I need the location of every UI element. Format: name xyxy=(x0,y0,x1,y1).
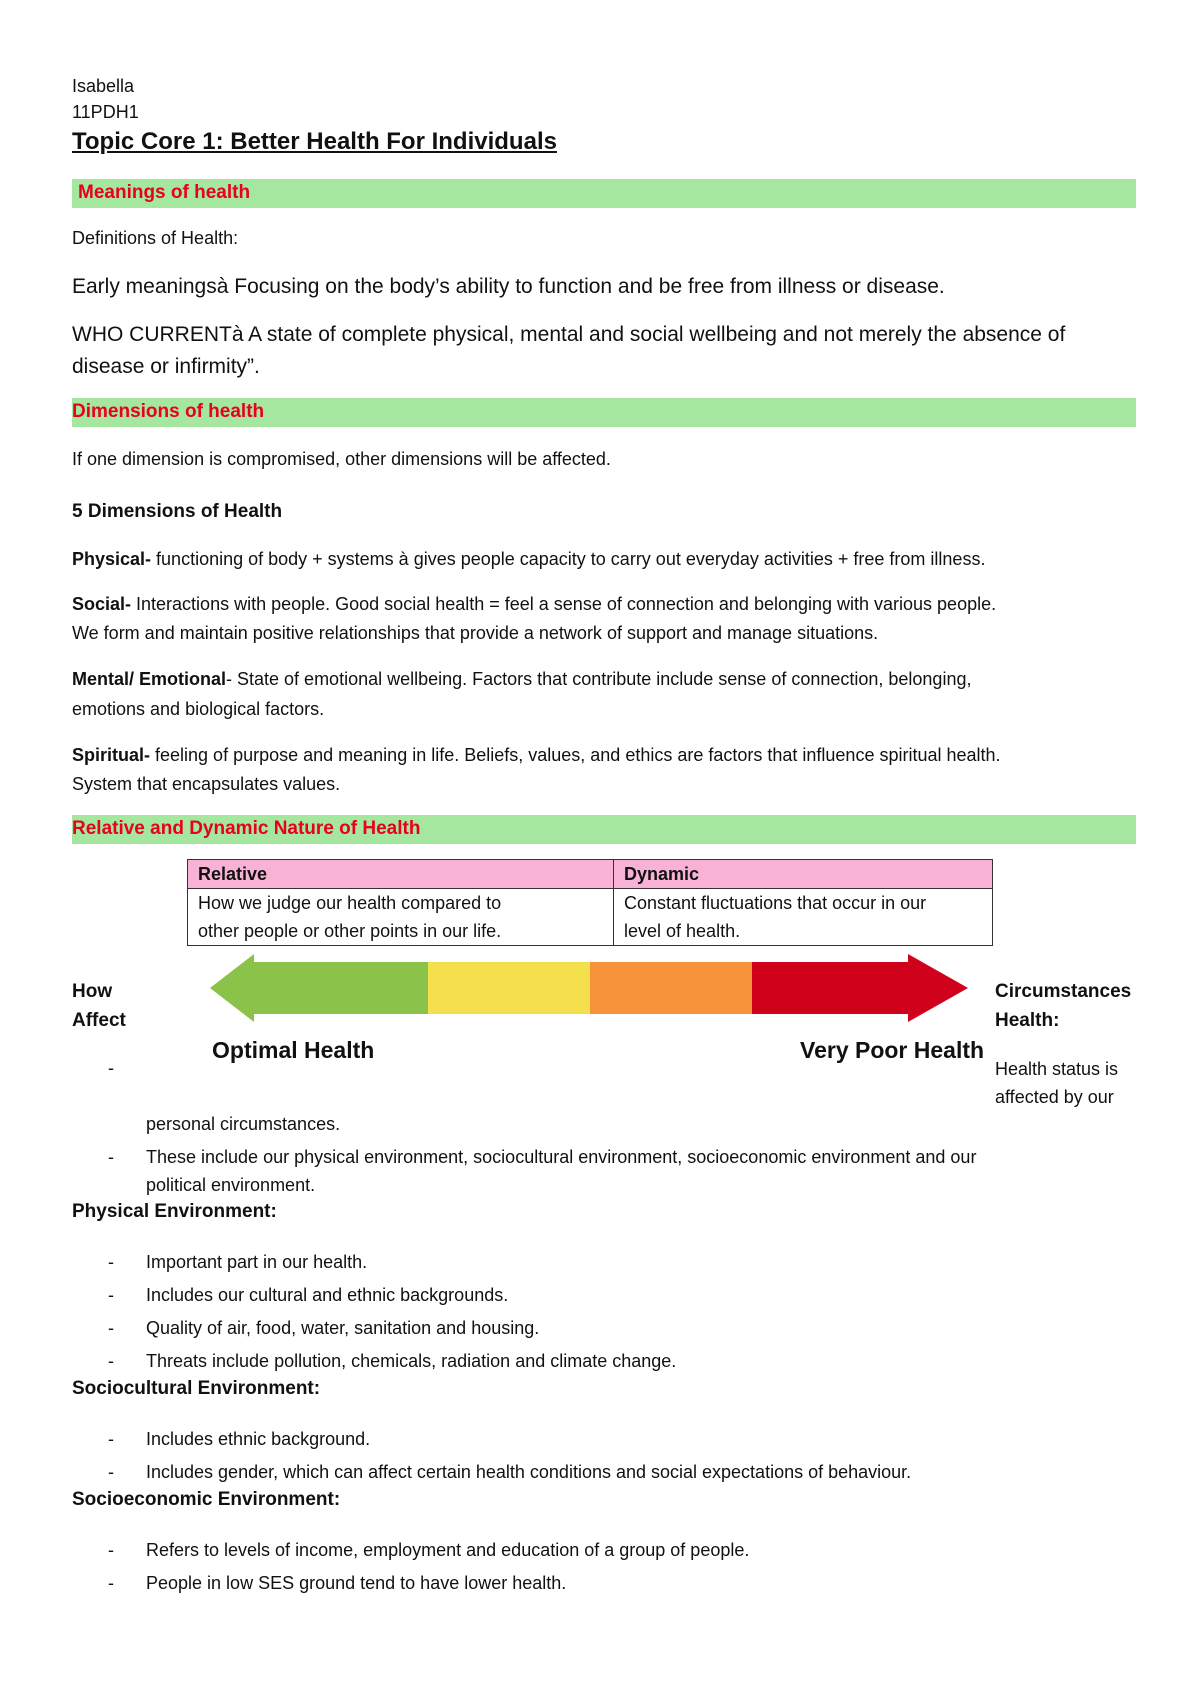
dimension-mental xyxy=(72,669,971,690)
continuum-left-label: Optimal Health xyxy=(212,1037,375,1063)
author-name: Isabella xyxy=(72,76,135,96)
bullet-dash: - xyxy=(108,1573,114,1593)
table-cell-relative xyxy=(188,889,614,946)
table-header-dynamic: Dynamic xyxy=(614,860,993,889)
page-title: Topic Core 1: Better Health For Individuals xyxy=(72,128,557,155)
section-heading-meanings-text: Meanings of health xyxy=(78,182,251,203)
table-header-relative: Relative xyxy=(188,860,614,889)
continuum-right-label: Very Poor Health xyxy=(800,1037,985,1063)
definitions-label: Definitions of Health: xyxy=(72,228,239,248)
list-item: People in low SES ground tend to have lower health. xyxy=(146,1573,567,1593)
dimension-social-text: Interactions with people. Good social health = feel a sense of connection and belonging with various people. xyxy=(131,594,997,614)
table-cell-dynamic-line1: Constant fluctuations that occur in our xyxy=(624,893,927,913)
continuum-segment-green xyxy=(210,954,428,1022)
table-header-row xyxy=(188,860,993,889)
bullet-dash: - xyxy=(108,1540,114,1560)
continuum-segment-yellow xyxy=(428,962,590,1014)
side-right-line1: Circumstances xyxy=(995,981,1132,1002)
dimensions-subheading: 5 Dimensions of Health xyxy=(72,501,283,522)
bullet-dash: - xyxy=(108,1285,114,1305)
table-cell-relative-line1: How we judge our health compared to xyxy=(198,893,502,913)
dimension-physical-text: functioning of body + systems à gives people capacity to carry out everyday activities + free from illness. xyxy=(151,549,986,569)
list-item: Includes our cultural and ethnic backgrounds. xyxy=(146,1285,509,1305)
bullet-dash: - xyxy=(108,1252,114,1272)
section-heading-dimensions-text: Dimensions of health xyxy=(72,401,265,422)
bullet-dash: - xyxy=(108,1147,114,1167)
table-cell-dynamic xyxy=(614,889,993,946)
list-item-continued: political environment. xyxy=(146,1175,316,1195)
early-meanings: Early meaningsà Focusing on the body’s ability to function and be free from illness or disease. xyxy=(72,275,945,298)
section-heading-dimensions xyxy=(72,398,1136,427)
side-left-line1: How xyxy=(72,981,113,1002)
who-definition-line1: WHO CURRENTà A state of complete physical, mental and social wellbeing and not merely the absence of xyxy=(72,323,1066,346)
list-item: Refers to levels of income, employment and education of a group of people. xyxy=(146,1540,750,1560)
dimension-social xyxy=(72,594,996,615)
dimension-mental-label: Mental/ Emotional xyxy=(72,669,227,689)
side-left-line2: Affect xyxy=(72,1010,126,1031)
bullet-dash: - xyxy=(108,1351,114,1371)
dimension-physical-label: Physical- xyxy=(72,549,152,569)
list-item: Important part in our health. xyxy=(146,1252,368,1272)
side-left-label xyxy=(72,977,126,1035)
dimension-spiritual-text: feeling of purpose and meaning in life. Beliefs, values, and ethics are factors that influence spiritual health. xyxy=(150,745,1001,765)
bullet-dash: - xyxy=(108,1429,114,1449)
continuum-segment-orange xyxy=(590,962,752,1014)
bullet-dash: - xyxy=(108,1058,114,1078)
health-continuum xyxy=(210,950,970,1030)
list-item: Quality of air, food, water, sanitation and housing. xyxy=(146,1318,540,1338)
table-cell-relative-line2: other people or other points in our life. xyxy=(198,921,502,941)
dimension-spiritual xyxy=(72,745,1001,766)
continuum-segment-red xyxy=(752,954,968,1022)
dimension-social-label: Social- xyxy=(72,594,132,614)
section-heading-relative-text: Relative and Dynamic Nature of Health xyxy=(72,818,421,839)
relative-dynamic-table xyxy=(187,859,993,946)
bullet-dash: - xyxy=(108,1462,114,1482)
dimensions-intro: If one dimension is compromised, other dimensions will be affected. xyxy=(72,449,611,469)
list-item: Includes ethnic background. xyxy=(146,1429,371,1449)
who-definition-line2: disease or infirmity”. xyxy=(72,355,260,378)
dimension-spiritual-label: Spiritual- xyxy=(72,745,151,765)
dimension-mental-line2: emotions and biological factors. xyxy=(72,699,325,719)
table-row xyxy=(188,889,993,946)
list-item: Includes gender, which can affect certain health conditions and social expectations of behaviour. xyxy=(146,1462,912,1482)
list-item-continued: personal circumstances. xyxy=(146,1114,341,1134)
section-heading-meanings xyxy=(72,179,1136,208)
side-right-label xyxy=(995,977,1131,1035)
side-right-line4: affected by our xyxy=(995,1087,1114,1107)
class-code: 11PDH1 xyxy=(72,102,139,122)
bullet-dash: - xyxy=(108,1318,114,1338)
side-right-line3: Health status is xyxy=(995,1059,1119,1079)
dimension-physical xyxy=(72,549,985,570)
list-item: These include our physical environment, sociocultural environment, socioeconomic environment and our xyxy=(146,1147,977,1167)
dimension-spiritual-line2: System that encapsulates values. xyxy=(72,774,341,794)
dimension-social-line2: We form and maintain positive relationships that provide a network of support and manage situations. xyxy=(72,623,879,643)
section-heading-relative xyxy=(72,815,1136,844)
table-cell-dynamic-line2: level of health. xyxy=(624,921,741,941)
sociocultural-env-heading: Sociocultural Environment: xyxy=(72,1378,321,1399)
physical-env-heading: Physical Environment: xyxy=(72,1201,277,1222)
list-item: Threats include pollution, chemicals, radiation and climate change. xyxy=(146,1351,677,1371)
dimension-mental-text: - State of emotional wellbeing. Factors that contribute include sense of connection, belonging, xyxy=(226,669,972,689)
socioeconomic-env-heading: Socioeconomic Environment: xyxy=(72,1489,341,1510)
side-right-line2: Health: xyxy=(995,1010,1060,1031)
